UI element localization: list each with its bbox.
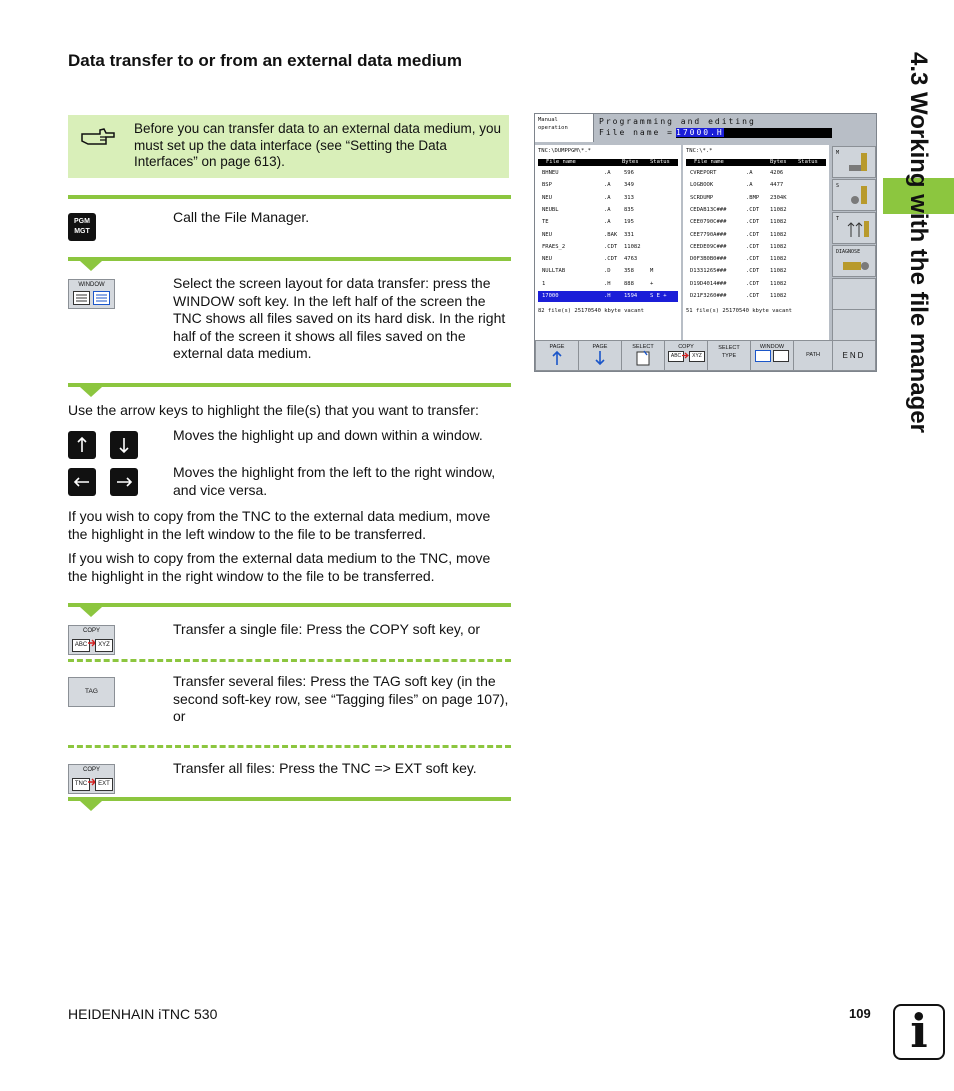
file-row[interactable] [538, 254, 678, 265]
file-name: CEE0790C### [690, 219, 727, 226]
col-bytes: Bytes [770, 159, 787, 165]
arrow-down-key[interactable] [110, 431, 138, 459]
softkey-end-label: END [842, 351, 866, 360]
softkey-page-up[interactable] [535, 340, 579, 371]
file-ext: .CDT [746, 219, 760, 226]
file-ext: .A [746, 182, 753, 189]
file-name: NEUBL [542, 206, 559, 213]
arrow-up-icon [552, 350, 562, 366]
mode-line1: Manual [538, 117, 558, 123]
screen-title: Programming and editing [599, 117, 756, 126]
softkey-copy-to: XYZ [689, 351, 705, 362]
file-bytes: 11082 [770, 206, 787, 213]
file-bytes: 596 [624, 170, 634, 176]
file-bytes: 358 [624, 268, 634, 275]
file-name: NULLTAB [542, 268, 566, 275]
copy-softkey-label: COPY [82, 628, 100, 634]
file-bytes: 195 [624, 219, 634, 226]
pgm-mgt-key[interactable] [68, 213, 96, 241]
file-name-label: File name = [599, 128, 674, 137]
tag-softkey[interactable] [68, 677, 115, 707]
file-row[interactable] [686, 180, 826, 191]
copy-arrow-icon [682, 352, 689, 359]
updown-description: Moves the highlight up and down within a window. [173, 427, 483, 443]
window-softkey-label: WINDOW [78, 282, 105, 288]
file-name: BSP [542, 182, 552, 189]
file-row[interactable] [538, 291, 678, 302]
file-ext: .CDT [746, 231, 760, 238]
file-row[interactable] [686, 291, 826, 302]
tag-description: Transfer several files: Press the TAG soft key (in the second soft-key row, see “Tagging files” on page 107), or [173, 673, 509, 724]
arrow-down-icon [110, 431, 138, 459]
copy-ext-label: EXT [95, 778, 113, 791]
file-row[interactable] [686, 254, 826, 265]
col-bytes: Bytes [622, 159, 639, 165]
side-label-diagnose: DIAGNOSE [836, 249, 861, 255]
file-bytes: 11082 [770, 219, 787, 226]
footer-product: HEIDENHAIN iTNC 530 [68, 1006, 218, 1022]
diagnose-icon [841, 258, 871, 272]
file-bytes: 835 [624, 206, 634, 213]
file-bytes: 11082 [770, 293, 787, 299]
file-name-field[interactable] [676, 128, 832, 138]
file-ext: .CDT [746, 280, 760, 287]
file-row[interactable] [538, 193, 678, 204]
softkey-path[interactable] [793, 340, 833, 371]
file-row[interactable] [686, 205, 826, 216]
file-name: CEDAB13C### [690, 206, 727, 213]
left-column-header [538, 159, 678, 166]
file-bytes: 11082 [770, 256, 787, 263]
window-layout-icon [754, 350, 790, 362]
mode-line2: operation [538, 125, 568, 131]
file-name: NEU [542, 256, 552, 263]
file-row[interactable] [686, 279, 826, 290]
file-row[interactable] [538, 168, 678, 179]
side-softkey-diagnose[interactable] [832, 245, 876, 277]
select-file-icon [635, 350, 651, 366]
file-ext: .CDT [604, 243, 618, 250]
copy-tnc-label: TNC [72, 778, 90, 791]
separator-bar [68, 797, 511, 801]
pgm-key-label: PGM [74, 218, 90, 225]
file-name: 17000 [542, 293, 559, 299]
separator-bar [68, 257, 511, 261]
file-bytes: 11082 [770, 243, 787, 250]
softkey-window-label: WINDOW [759, 344, 785, 350]
softkey-path-label: PATH [806, 352, 820, 358]
step-arrow [80, 801, 102, 811]
dashed-separator [68, 659, 511, 662]
file-ext: .CDT [746, 206, 760, 213]
page-number: 109 [849, 1006, 871, 1021]
side-label-m: M [836, 150, 840, 156]
arrows-intro: Use the arrow keys to highlight the file(s) that you want to transfer: [68, 402, 479, 418]
file-ext: .A [604, 194, 611, 201]
file-name-value: 17000.H [676, 128, 724, 137]
file-row[interactable] [538, 217, 678, 228]
mgt-key-label: MGT [74, 228, 90, 235]
softkey-page-down[interactable] [578, 340, 622, 371]
softkey-select-type-label: SELECT TYPE [718, 345, 740, 359]
window-layout-icon [73, 291, 111, 305]
copy-source-label: ABC [72, 639, 90, 652]
pgm-mgt-description: Call the File Manager. [173, 209, 310, 225]
side-softkey-empty[interactable] [832, 278, 876, 310]
paragraph-external-to-tnc: If you wish to copy from the external data medium to the TNC, move the highlight in the right window to the file to be transferred. [68, 550, 491, 584]
file-name: D0F3B0B0### [690, 256, 727, 263]
softkey-copy-from: ABC [668, 351, 684, 362]
window-description: Select the screen layout for data transfer: press the WINDOW soft key. In the left half of the screen the TNC shows all files saved on its hard disk. In the right half of the screen it shows all files saved on the external data medium. [173, 275, 506, 361]
file-bytes: 11082 [770, 280, 787, 287]
softkey-copy-label: COPY [678, 344, 694, 350]
file-ext: .CDT [746, 268, 760, 275]
chapter-title [898, 52, 934, 522]
spindle-icon [847, 186, 871, 206]
col-file-name: File name [694, 159, 724, 165]
side-label-t: T [836, 216, 840, 222]
copy-description: Transfer a single file: Press the COPY soft key, or [173, 621, 481, 637]
softkey-select-type[interactable] [707, 340, 751, 371]
file-name: SCRDUMP [690, 194, 714, 201]
file-row[interactable] [538, 266, 678, 277]
step-arrow [80, 261, 102, 271]
file-bytes: 313 [624, 194, 634, 201]
file-ext: .A [604, 170, 611, 176]
softkey-copy[interactable] [664, 340, 708, 371]
file-ext: .CDT [746, 293, 760, 299]
separator-bar [68, 603, 511, 607]
section-title: Data transfer to or from an external data medium [68, 51, 462, 70]
paragraph-tnc-to-external: If you wish to copy from the TNC to the external data medium, move the highlight in the left window to the file to be transferred. [68, 508, 491, 542]
leftright-description: Moves the highlight from the left to the right window, and vice versa. [173, 464, 496, 498]
info-icon-glyph: i [910, 1004, 928, 1058]
col-file-name: File name [546, 159, 576, 165]
softkey-select-label: SELECT [632, 344, 654, 350]
file-ext: .A [604, 206, 611, 213]
file-bytes: 1594 [624, 293, 638, 299]
separator-bar [68, 195, 511, 199]
file-ext: .BMP [746, 194, 760, 201]
copy-softkey[interactable] [68, 625, 115, 655]
file-bytes: 11082 [770, 268, 787, 275]
file-ext: .H [604, 293, 611, 299]
file-name: CEE7790A### [690, 231, 727, 238]
file-row[interactable] [686, 266, 826, 277]
info-icon [893, 1004, 945, 1060]
file-name: LOGBOOK [690, 182, 714, 189]
left-path: TNC:\DUMPPGM\*.* [538, 148, 591, 154]
side-softkey-t[interactable] [832, 212, 876, 244]
file-bytes: 888 [624, 280, 634, 287]
window-softkey[interactable] [68, 279, 115, 309]
file-row[interactable] [538, 242, 678, 253]
right-column-header [686, 159, 826, 166]
file-row[interactable] [538, 279, 678, 290]
file-status: S E + [650, 293, 667, 299]
file-row[interactable] [538, 205, 678, 216]
file-row[interactable] [538, 230, 678, 241]
pointing-hand-icon [80, 124, 116, 148]
dashed-separator [68, 745, 511, 748]
softkey-window[interactable] [750, 340, 794, 371]
copyall-description: Transfer all files: Press the TNC => EXT soft key. [173, 760, 477, 776]
file-name: BHNEU [542, 170, 559, 176]
file-row[interactable] [686, 168, 826, 179]
side-softkey-m[interactable] [832, 146, 876, 178]
file-ext: .A [604, 182, 611, 189]
side-softkey-s[interactable] [832, 179, 876, 211]
col-status: Status [798, 159, 818, 165]
file-ext: .CDT [604, 256, 618, 263]
right-summary: 51 file(s) 25170540 kbyte vacant [686, 308, 792, 314]
file-row[interactable] [686, 242, 826, 253]
file-ext: .A [746, 170, 753, 176]
side-softkey-empty[interactable] [832, 309, 876, 341]
arrow-right-icon [110, 468, 138, 496]
file-row[interactable] [686, 193, 826, 204]
file-ext: .BAK [604, 231, 618, 238]
file-name: D19D4014### [690, 280, 727, 287]
mode-box [535, 114, 594, 142]
file-bytes: 11082 [624, 243, 641, 250]
softkey-end[interactable] [832, 340, 876, 371]
machine-icon [847, 153, 871, 173]
file-row[interactable] [686, 217, 826, 228]
copy-tnc-ext-softkey[interactable] [68, 764, 115, 794]
arrow-up-icon [68, 431, 96, 459]
file-ext: .H [604, 280, 611, 287]
chapter-title-text: 4.3 Working with the file manager [905, 52, 932, 433]
side-label-s: S [836, 183, 840, 189]
tnc-screen [534, 113, 877, 372]
file-name: CEEDE09C### [690, 243, 727, 250]
arrow-down-icon [595, 350, 605, 366]
arrow-left-key[interactable] [68, 468, 96, 496]
arrow-right-key[interactable] [110, 468, 138, 496]
file-row[interactable] [686, 230, 826, 241]
file-bytes: 11082 [770, 231, 787, 238]
file-bytes: 349 [624, 182, 634, 189]
tag-softkey-label: TAG [85, 688, 98, 695]
arrow-up-key[interactable] [68, 431, 96, 459]
file-name: NEU [542, 194, 552, 201]
file-name: D1331265### [690, 268, 727, 275]
note-box [68, 115, 509, 178]
col-status: Status [650, 159, 670, 165]
file-bytes: 4206 [770, 170, 784, 176]
file-row[interactable] [538, 180, 678, 191]
file-ext: .D [604, 268, 611, 275]
step-arrow [80, 607, 102, 617]
file-name: TE [542, 219, 549, 226]
arrow-left-icon [68, 468, 96, 496]
separator-bar [68, 383, 511, 387]
file-bytes: 331 [624, 231, 634, 238]
tool-arrows-icon [845, 219, 871, 239]
file-bytes: 4477 [770, 182, 784, 189]
note-text: Before you can transfer data to an external data medium, you must set up the data interface (see “Setting the Data Interfaces” on page 613). [134, 121, 501, 169]
copy-tnc-ext-label: COPY [82, 767, 100, 773]
file-status: + [650, 280, 654, 287]
right-file-pane [683, 145, 829, 342]
file-ext: .CDT [746, 243, 760, 250]
file-ext: .A [604, 219, 611, 226]
file-name: D21F3260### [690, 293, 727, 299]
file-name: FRAES_2 [542, 243, 566, 250]
file-status: M [650, 268, 654, 275]
file-name: CVREPORT [690, 170, 717, 176]
file-name: 1 [542, 280, 546, 287]
right-path: TNC:\*.* [686, 148, 713, 154]
copy-target-label: XYZ [95, 639, 113, 652]
softkey-page-up-label: PAGE [549, 344, 565, 350]
softkey-select[interactable] [621, 340, 665, 371]
file-bytes: 2304K [770, 194, 787, 201]
step-arrow [80, 387, 102, 397]
left-file-pane [535, 145, 681, 342]
file-bytes: 4763 [624, 256, 638, 263]
file-name: NEU [542, 231, 552, 238]
softkey-page-down-label: PAGE [592, 344, 608, 350]
left-summary: 82 file(s) 25170540 kbyte vacant [538, 308, 644, 314]
file-ext: .CDT [746, 256, 760, 263]
